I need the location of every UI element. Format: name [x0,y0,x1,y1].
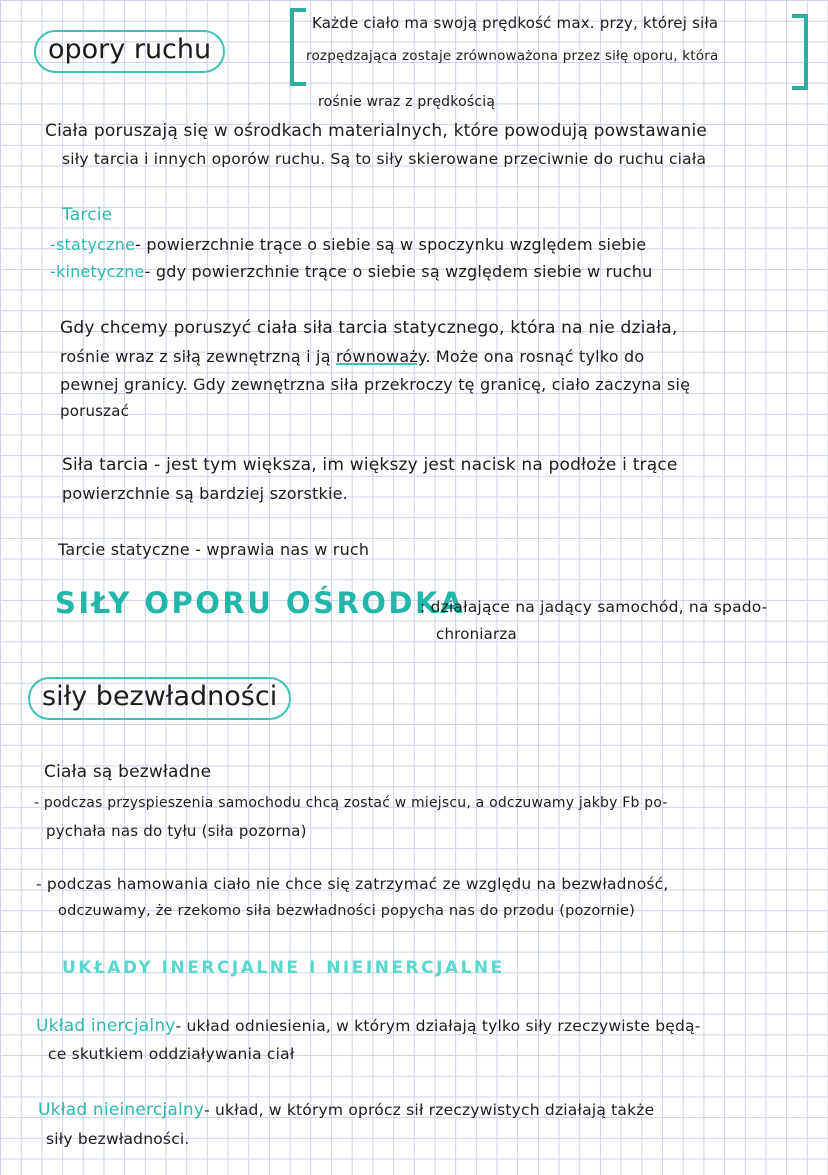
para1-line-4: poruszać [60,402,130,420]
para2-line-1: Siła tarcia - jest tym większa, im większy jest nacisk na podłoże i trące [62,455,678,475]
friction-static [50,235,646,254]
section-title-sily-bezwladnosci: siły bezwładności [28,677,291,720]
frames-heading: UKŁADY INERCJALNE I NIEINERCJALNE [62,958,505,978]
bracket-left [290,8,306,86]
inertial-desc-1: - układ odniesienia, w którym działają tylko siły rzeczywiste będą- [175,1017,701,1035]
medium-desc-line-1: : działające na jadący samochód, na spado- [420,598,768,616]
underlined-word: równoważy [336,347,426,366]
medium-desc-line-2: chroniarza [436,625,517,643]
para2-line-2: powierzchnie są bardziej szorstkie. [62,484,348,503]
inertial-line-1 [36,1016,701,1036]
inertial-line-2: ce skutkiem oddziaływania ciał [48,1045,295,1063]
noninertial-line-2: siły bezwładności. [46,1130,190,1148]
definition-line-1: Każde ciało ma swoją prędkość max. przy, której siła [312,14,719,32]
kinetic-desc: - gdy powierzchnie trące o siebie są względem siebie w ruchu [144,262,653,281]
noninertial-desc-1: - układ, w którym oprócz sił rzeczywistych działają także [204,1101,655,1119]
inertia-line-1: Ciała są bezwładne [44,762,212,782]
para1-line-2 [60,347,644,366]
para1-line-2c: . Może ona rosnąć tylko do [425,347,645,366]
intro-line-1: Ciała poruszają się w ośrodkach materialnych, które powodują powstawanie [45,121,708,141]
friction-kinetic [50,262,652,281]
bullet2-line-2: odczuwamy, że rzekomo siła bezwładności popycha nas do przodu (pozornie) [58,903,635,919]
noninertial-term: Układ nieinercjalny [38,1100,205,1120]
para1-line-2a: rośnie wraz z siłą zewnętrzną i ją [60,347,331,366]
noninertial-line-1 [38,1100,654,1120]
bullet1-line-1: - podczas przyspieszenia samochodu chcą zostać w miejscu, a odczuwamy jakby Fb po- [34,795,668,811]
para3: Tarcie statyczne - wprawia nas w ruch [58,540,370,559]
inertial-term: Układ inercjalny [36,1016,176,1036]
para1-line-3: pewnej granicy. Gdy zewnętrzna siła przekroczy tę granicę, ciało zaczyna się [60,375,691,394]
medium-resistance-heading: SIŁY OPORU OŚRODKA [55,586,465,620]
definition-line-2: rozpędzająca zostaje zrównoważona przez siłę oporu, która [306,48,719,64]
bullet2-line-1: - podczas hamowania ciało nie chce się zatrzymać ze względu na bezwładność, [36,875,669,893]
kinetic-term: -kinetyczne [50,262,145,281]
static-desc: - powierzchnie trące o siebie są w spoczynku względem siebie [135,235,647,254]
bracket-right [792,14,808,90]
definition-line-3: rośnie wraz z prędkością [318,94,496,110]
intro-line-2: siły tarcia i innych oporów ruchu. Są to siły skierowane przeciwnie do ruchu ciała [62,150,707,168]
section-title-opory-ruchu: opory ruchu [34,30,225,73]
static-term: -statyczne [50,235,136,254]
friction-heading: Tarcie [62,205,113,225]
para1-line-1: Gdy chcemy poruszyć ciała siła tarcia statycznego, która na nie działa, [60,318,678,338]
bullet1-line-2: pychała nas do tyłu (siła pozorna) [46,822,307,840]
